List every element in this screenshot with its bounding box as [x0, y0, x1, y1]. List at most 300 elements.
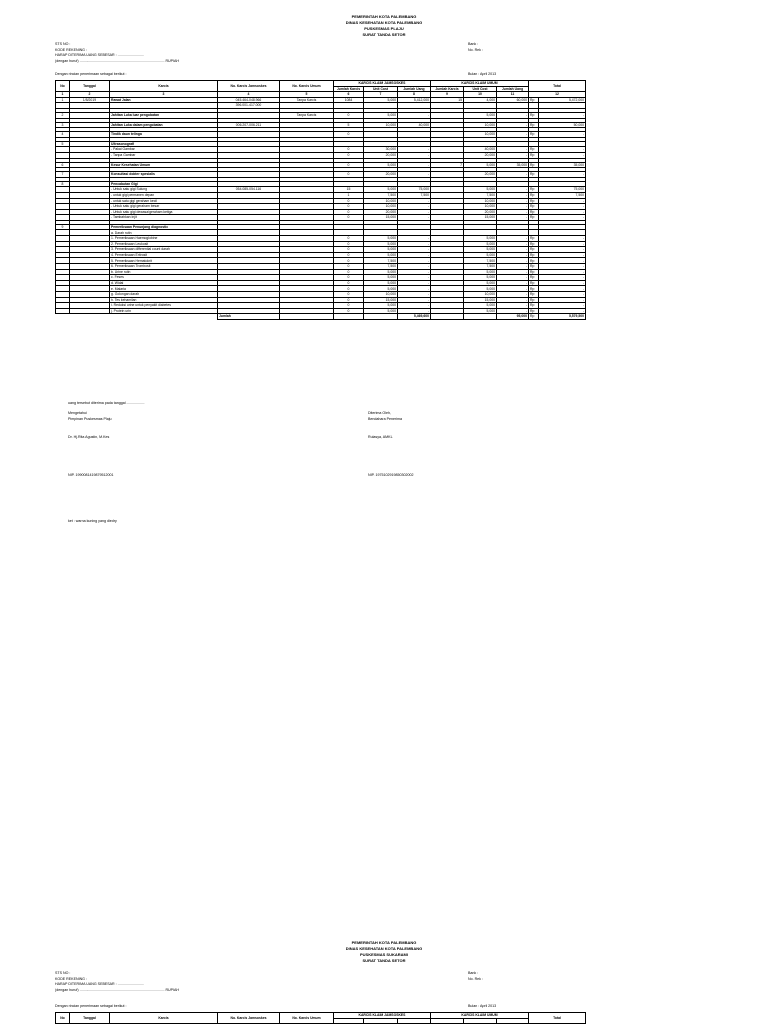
cell-ju2: - — [497, 280, 529, 286]
intro-text: Dengan rincian penerimaan sebagai berikut : — [55, 72, 127, 76]
cell-uc2: 5,000 — [464, 308, 497, 314]
cell-uc2: 5,000 — [464, 241, 497, 247]
col-header-unit-cost-umum: Unit Cost — [464, 86, 497, 92]
cell-tot: - — [539, 209, 586, 215]
bulan-text: Bulan : April 2013 — [468, 1004, 497, 1008]
sign-name: Dr. Hj.Rita Agustin, M.Kes — [68, 435, 110, 439]
meta-line: HARAP DITERIMA UANG SEBESAR : .......................... — [55, 982, 144, 987]
cell-uc2: 5,000 — [464, 269, 497, 275]
cell-ju2: - — [497, 275, 529, 281]
cell-jk: 0 — [334, 147, 364, 153]
cell-jk: 0 — [334, 172, 364, 178]
header-line: PUSKESMAS SUKARAMI — [359, 952, 408, 957]
column-number: 10 — [464, 92, 497, 98]
cell-rp: Rp — [529, 286, 539, 292]
signature-right — [368, 410, 414, 478]
cell-uc2: 5,000 — [464, 112, 497, 118]
cell-ju: - — [398, 241, 431, 247]
cell-tot: 7,500 — [539, 192, 586, 198]
cell-k: 5. Pemeriksaan Hematokrit — [110, 258, 218, 264]
meta-line: (dengan huruf) ..................................................................................... RUPIAH — [55, 987, 180, 992]
col-header-karcis: Karcis — [110, 1013, 218, 1024]
cell-ju2: - — [497, 112, 529, 118]
cell-ju: - — [398, 204, 431, 210]
cell-ju: - — [398, 286, 431, 292]
cell-uc: 15,000 — [364, 297, 398, 303]
cell-tgl: 1/5/2019 — [70, 97, 110, 103]
cell-rp: Rp — [529, 275, 539, 281]
cell-uc2: 5,000 — [464, 236, 497, 242]
cell-uc: 5,000 — [364, 187, 398, 193]
cell-uc: 5,000 — [364, 286, 398, 292]
cell-rp: Rp — [529, 258, 539, 264]
cell-rp: Rp — [529, 147, 539, 153]
cell-ju2: - — [497, 247, 529, 253]
cell-tot: 75,000 — [539, 187, 586, 193]
header-line: PEMERINTAH KOTA PALEMBANG — [351, 940, 417, 945]
cell-k: 6. Pemeriksaan Trombosit — [110, 264, 218, 270]
cell-tot: - — [539, 252, 586, 258]
cell-tot: - — [539, 269, 586, 275]
cell-jk: 0 — [334, 209, 364, 215]
cell-jk: 1 — [334, 192, 364, 198]
sign-line: Mengetahui — [68, 411, 87, 415]
meta-line: STS NO : — [55, 42, 71, 46]
col-header-karcis: Karcis — [110, 81, 218, 92]
cell-nj: 006.207-006.211 — [218, 122, 280, 128]
sts-page-2 — [0, 940, 768, 1024]
cell-uc2: 10,000 — [464, 132, 497, 138]
cell-tot: - — [539, 112, 586, 118]
cell-uc2: 15,000 — [464, 297, 497, 303]
header-line: SURAT TANDA SETOR — [362, 32, 406, 37]
meta-line: No. Rek : — [468, 976, 483, 981]
cell-uc: 30,000 — [364, 147, 398, 153]
cell-rp: Rp — [529, 198, 539, 204]
cell-jk: 0 — [334, 241, 364, 247]
cell-rp: Rp — [529, 132, 539, 138]
col-header-tanggal: Tanggal — [70, 1013, 110, 1024]
cell-rp: Rp — [529, 292, 539, 298]
total-rp: Rp — [529, 314, 539, 320]
header-line: PUSKESMAS PLAJU — [364, 26, 404, 31]
cell-rp: Rp — [529, 308, 539, 314]
cell-rp: Rp — [529, 264, 539, 270]
cell-uc2: 4,000 — [464, 97, 497, 103]
cell-uc2: 5,000 — [464, 247, 497, 253]
cell-jk: 5 — [334, 122, 364, 128]
intro-text: Dengan rincian penerimaan sebagai berikut : — [55, 1004, 127, 1008]
cell-tot: - — [539, 241, 586, 247]
meta-line: STS NO : — [55, 971, 71, 975]
column-number: 3 — [110, 92, 218, 98]
cell-ju2: 35,000 — [497, 162, 529, 168]
sign-line: Diterima Oleh, — [368, 411, 391, 415]
cell-ju2: - — [497, 292, 529, 298]
cell-nu: Tanpa Karcis — [280, 112, 334, 118]
cell-k: b. Urine rutin — [110, 269, 218, 275]
cell-uc: 5,000 — [364, 308, 398, 314]
cell-ju: 5,412,000 — [398, 97, 431, 103]
cell-ju: - — [398, 236, 431, 242]
cell-k: - Pakai Gambar — [110, 147, 218, 153]
cell-no: 9 — [56, 224, 70, 230]
cell-tot: - — [539, 236, 586, 242]
sign-nip: NIP. 1975102919850302002 — [368, 473, 414, 477]
cell-uc: 20,000 — [364, 152, 398, 158]
cell-rp: Rp — [529, 269, 539, 275]
cell-k: i. Reduksi urine untuk penyakit diabetes — [110, 303, 218, 309]
cell-uc: 5,000 — [364, 275, 398, 281]
header-line: SURAT TANDA SETOR — [362, 958, 406, 963]
cell-uc2: 5,000 — [464, 286, 497, 292]
cell-uc: 7,500 — [364, 258, 398, 264]
cell-tot: - — [539, 292, 586, 298]
cell-uc2: 15,000 — [464, 215, 497, 221]
cell-jk: 0 — [334, 252, 364, 258]
cell-no: 1 — [56, 97, 70, 103]
cell-ju: - — [398, 252, 431, 258]
cell-ju: - — [398, 172, 431, 178]
cell-tot: - — [539, 286, 586, 292]
cell-ju: - — [398, 209, 431, 215]
cell-tot: - — [539, 147, 586, 153]
header-line: PEMERINTAH KOTA PALEMBANG — [351, 14, 417, 19]
cell-tot: - — [539, 275, 586, 281]
cell-ju: - — [398, 258, 431, 264]
cell-uc2: 10,000 — [464, 292, 497, 298]
column-number: 12 — [529, 92, 586, 98]
cell-ju2: - — [497, 132, 529, 138]
cell-k: Konsultasi dokter spesialis — [110, 172, 218, 178]
column-number: 1 — [56, 92, 70, 98]
cell-ju2: - — [497, 198, 529, 204]
cell-ju: - — [398, 269, 431, 275]
received-text: uang tersebut diterima pada tanggal .................. — [68, 401, 145, 405]
cell-k: j. Protein urin — [110, 308, 218, 314]
cell-ju2: - — [497, 209, 529, 215]
cell-ju: - — [398, 303, 431, 309]
cell-uc2: 5,000 — [464, 275, 497, 281]
document-header — [0, 940, 768, 964]
cell-rp: Rp — [529, 297, 539, 303]
header-line: DINAS KESEHATAN KOTA PALEMBANG — [345, 20, 423, 25]
cell-k: - Untuk satu gigi dewasa/geraham ketiga — [110, 209, 218, 215]
cell-uc2: 5,000 — [464, 280, 497, 286]
cell-ju2: - — [497, 308, 529, 314]
cell-ju: - — [398, 264, 431, 270]
cell-tot: - — [539, 198, 586, 204]
meta-line: Bank : — [468, 971, 479, 975]
cell-tot: - — [539, 132, 586, 138]
column-number: 2 — [70, 92, 110, 98]
cell-k: - untuk gigi permanen depan — [110, 192, 218, 198]
cell-jk: 0 — [334, 269, 364, 275]
cell-nj: 045.464-048.966 — [218, 97, 280, 103]
cell-rp: Rp — [529, 241, 539, 247]
meta-line: No. Rek : — [468, 47, 483, 52]
cell-jk: 0 — [334, 297, 364, 303]
header-line: DINAS KESEHATAN KOTA PALEMBANG — [345, 946, 423, 951]
cell-uc: 5,000 — [364, 303, 398, 309]
cell-ju: - — [398, 275, 431, 281]
cell-k: Jahitan Luka dalam pengobatan — [110, 122, 218, 128]
col-header-jumlah-karcis-umum: Jumlah Karcis — [431, 86, 464, 92]
cell-jk: 0 — [334, 162, 364, 168]
cell-k: 4. Pemeriksaan Eritrosit — [110, 252, 218, 258]
cell-ju2: - — [497, 122, 529, 128]
cell-uc: 5,000 — [364, 269, 398, 275]
cell-ju2: - — [497, 147, 529, 153]
total-row — [56, 314, 586, 320]
meta-line: KODE REKENING : — [55, 47, 87, 52]
cell-ju2: - — [497, 252, 529, 258]
cell-uc2: 10,000 — [464, 122, 497, 128]
cell-ju2: - — [497, 258, 529, 264]
cell-rp: Rp — [529, 172, 539, 178]
cell-jk2: 7 — [431, 162, 464, 168]
cell-jk: 0 — [334, 308, 364, 314]
column-number: 9 — [431, 92, 464, 98]
cell-jk: 1084 — [334, 97, 364, 103]
cell-ju2: 60,000 — [497, 97, 529, 103]
cell-uc2: 5,000 — [464, 187, 497, 193]
cell-k: 1. Pemeriksaan Haemoglobine — [110, 236, 218, 242]
col-header-jumlah-uang-umum: Jumlah Uang — [497, 86, 529, 92]
cell-nj: 396.001-417.000 — [218, 103, 280, 109]
cell-tot: - — [539, 152, 586, 158]
meta-line: HARAP DITERIMA UANG SEBESAR : .......................... — [55, 53, 144, 58]
cell-jk: 0 — [334, 198, 364, 204]
cell-k: Jahitan Luka luar pengobatan — [110, 112, 218, 118]
cell-ju2: - — [497, 204, 529, 210]
column-number: 8 — [398, 92, 431, 98]
cell-ju2: - — [497, 286, 529, 292]
cell-k: Ultrasonografi — [110, 141, 218, 147]
cell-ju2: - — [497, 303, 529, 309]
cell-uc: 5,000 — [364, 280, 398, 286]
cell-k: Rawat Jalan — [110, 97, 218, 103]
cell-rp: Rp — [529, 97, 539, 103]
cell-jk: 0 — [334, 303, 364, 309]
cell-tot: 50,000 — [539, 122, 586, 128]
cell-uc2: 5,000 — [464, 303, 497, 309]
cell-jk: 0 — [334, 204, 364, 210]
meta-line: KODE REKENING : — [55, 976, 87, 981]
grand-total: 5,579,500 — [539, 314, 586, 320]
cell-no: 6 — [56, 162, 70, 168]
cell-jk: 0 — [334, 112, 364, 118]
cell-ju: - — [398, 292, 431, 298]
cell-uc: 5,000 — [364, 241, 398, 247]
column-number: 6 — [334, 92, 364, 98]
cell-ju: - — [398, 215, 431, 221]
sign-name: Rulasya, AMKL — [368, 435, 393, 439]
cell-k: 3. Pemeriksaan differential count darah — [110, 247, 218, 253]
column-number: 4 — [218, 92, 280, 98]
document-header — [0, 14, 768, 38]
cell-uc: 5,000 — [364, 97, 398, 103]
cell-ju2: - — [497, 236, 529, 242]
left-meta — [55, 42, 179, 64]
cell-ju: - — [398, 162, 431, 168]
col-header-jumlah-karcis: Jumlah Karcis — [334, 86, 364, 92]
cell-tot: - — [539, 215, 586, 221]
cell-jk: 0 — [334, 258, 364, 264]
cell-ju2: - — [497, 152, 529, 158]
cell-jk: 0 — [334, 132, 364, 138]
cell-ju2: - — [497, 215, 529, 221]
cell-uc2: 20,000 — [464, 209, 497, 215]
cell-ju: - — [398, 198, 431, 204]
meta-line: (dengan huruf) ..................................................................................... RUPIAH — [55, 58, 180, 63]
group-header-jamsoskes: KARCIS KLAIM JAMSOSKES — [334, 1013, 431, 1019]
cell-uc2: 5,000 — [464, 162, 497, 168]
col-header-no-jamsoskes: No. Karcis Jamsoskes — [218, 1013, 280, 1024]
cell-jk: 0 — [334, 215, 364, 221]
cell-rp: Rp — [529, 209, 539, 215]
sign-line: Pimpinan Puskesmas Plaju — [68, 417, 112, 421]
cell-k: - Untuk satu gigi geraham besar — [110, 204, 218, 210]
bulan-text: Bulan : April 2013 — [468, 72, 497, 76]
receipt-table — [55, 80, 586, 320]
sign-nip: NIP. 1990081419879512001 — [68, 473, 114, 477]
right-meta — [468, 971, 483, 982]
cell-ju2: - — [497, 192, 529, 198]
cell-tot: - — [539, 258, 586, 264]
cell-ju2: - — [497, 172, 529, 178]
note-text: ket : warna kuning yang diedry — [68, 519, 117, 523]
cell-jk: 0 — [334, 264, 364, 270]
cell-uc: 5,000 — [364, 252, 398, 258]
cell-tot: - — [539, 172, 586, 178]
cell-rp: Rp — [529, 122, 539, 128]
cell-uc: 5,000 — [364, 112, 398, 118]
cell-k: Kesur Kesehatan Umum — [110, 162, 218, 168]
cell-uc2: 7,500 — [464, 264, 497, 270]
cell-ju: - — [398, 147, 431, 153]
cell-k: g. Golongan darah — [110, 292, 218, 298]
cell-uc: 10,000 — [364, 292, 398, 298]
cell-no: 2 — [56, 112, 70, 118]
cell-tot: - — [539, 280, 586, 286]
cell-rp: Rp — [529, 204, 539, 210]
cell-uc2: 10,000 — [464, 198, 497, 204]
cell-ju: - — [398, 280, 431, 286]
cell-ju2: - — [497, 269, 529, 275]
cell-rp: Rp — [529, 280, 539, 286]
cell-rp: Rp — [529, 162, 539, 168]
cell-uc2: 20,000 — [464, 152, 497, 158]
signature-left — [68, 410, 114, 478]
cell-no: 3 — [56, 122, 70, 128]
cell-uc2: 7,500 — [464, 258, 497, 264]
cell-no: 4 — [56, 132, 70, 138]
col-header-tanggal: Tanggal — [70, 81, 110, 92]
col-header-total: Total — [529, 81, 586, 92]
cell-jk: 0 — [334, 247, 364, 253]
cell-uc2: 7,500 — [464, 192, 497, 198]
cell-ju: - — [398, 308, 431, 314]
left-meta — [55, 971, 179, 993]
cell-tot: - — [539, 297, 586, 303]
cell-jk: 0 — [334, 275, 364, 281]
cell-ju2: - — [497, 241, 529, 247]
col-header-total: Total — [529, 1013, 586, 1024]
receipt-table-header — [55, 1012, 586, 1024]
cell-uc: 7,500 — [364, 264, 398, 270]
cell-no: 7 — [56, 172, 70, 178]
sign-line: Bendahara Penerima — [368, 417, 402, 421]
col-header-no-umum: No. Karcis Umum — [280, 1013, 334, 1024]
cell-rp: Rp — [529, 252, 539, 258]
cell-tot: - — [539, 264, 586, 270]
cell-nj: 054.085-054.116 — [218, 187, 280, 193]
cell-jk: 0 — [334, 152, 364, 158]
cell-k: a. Darah rutin — [110, 230, 218, 236]
cell-uc2: 10,000 — [464, 204, 497, 210]
cell-rp: Rp — [529, 247, 539, 253]
cell-ju: 75,000 — [398, 187, 431, 193]
cell-k: - untuk satu gigi geraham kecil — [110, 198, 218, 204]
cell-uc: 10,000 — [364, 122, 398, 128]
total-umum: 95,000 — [497, 314, 529, 320]
cell-k: - Tambahkan Injit — [110, 215, 218, 221]
cell-tot: - — [539, 308, 586, 314]
cell-rp: Rp — [529, 215, 539, 221]
col-header-no-jamsoskes: No. Karcis Jamsoskes — [218, 81, 280, 92]
cell-tot: - — [539, 204, 586, 210]
cell-uc: 20,000 — [364, 209, 398, 215]
cell-k: h. Tes kehamilan — [110, 297, 218, 303]
cell-no: 8 — [56, 181, 70, 187]
cell-rp: Rp — [529, 152, 539, 158]
cell-k: c. Feses — [110, 275, 218, 281]
group-header-umum: KARCIS KLAIM UMUM — [431, 81, 529, 87]
cell-rp: Rp — [529, 187, 539, 193]
cell-tot: - — [539, 247, 586, 253]
cell-ju: - — [398, 152, 431, 158]
total-label: Jumlah — [218, 314, 280, 320]
cell-uc: 10,000 — [364, 198, 398, 204]
cell-tot: 35,000 — [539, 162, 586, 168]
cell-uc: 5,000 — [364, 247, 398, 253]
cell-jk: 0 — [334, 286, 364, 292]
cell-rp: Rp — [529, 112, 539, 118]
cell-tot: - — [539, 303, 586, 309]
total-jamsoskes: 5,469,600 — [398, 314, 431, 320]
col-header-no-umum: No. Karcis Umum — [280, 81, 334, 92]
cell-ju2: - — [497, 297, 529, 303]
cell-uc: 10,000 — [364, 204, 398, 210]
cell-k: Pencabutan Gigi — [110, 181, 218, 187]
column-number: 11 — [497, 92, 529, 98]
cell-uc: 5,000 — [364, 162, 398, 168]
col-header-jumlah-uang: Jumlah Uang — [398, 86, 431, 92]
cell-jk: 0 — [334, 236, 364, 242]
cell-rp: Rp — [529, 192, 539, 198]
col-header-no: No — [56, 1013, 70, 1024]
cell-jk: 0 — [334, 280, 364, 286]
cell-k: Pemeriksaan Penunjang diagnostic — [110, 224, 218, 230]
cell-uc2: 5,000 — [464, 252, 497, 258]
cell-rp: Rp — [529, 303, 539, 309]
cell-k: Tindik daun telinga — [110, 132, 218, 138]
cell-uc: 15,000 — [364, 215, 398, 221]
cell-uc: 20,000 — [364, 172, 398, 178]
cell-jk2: 15 — [431, 97, 464, 103]
cell-uc2: 20,000 — [464, 172, 497, 178]
